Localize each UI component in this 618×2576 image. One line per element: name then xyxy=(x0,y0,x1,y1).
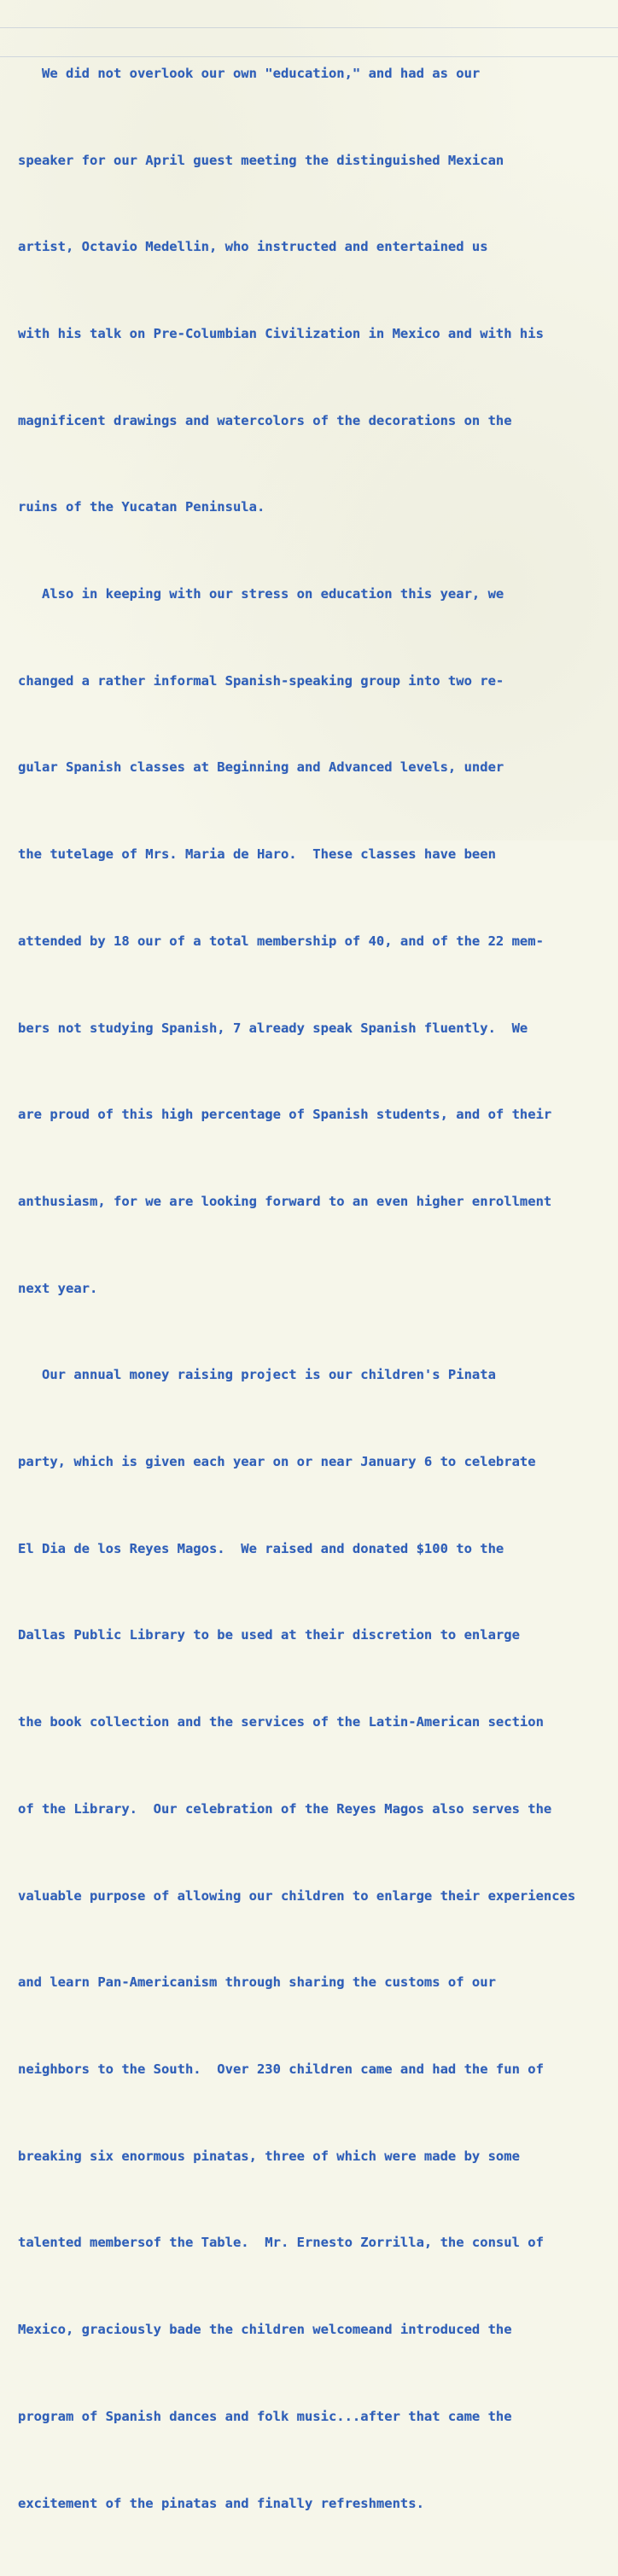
typed-text-body xyxy=(18,2,615,2576)
text-line: neighbors to the South. Over 230 children came and had the fun of xyxy=(18,2061,544,2077)
text-line: El Dia de los Reyes Magos. We raised and donated $100 to the xyxy=(18,1540,504,1556)
text-line: Dallas Public Library to be used at their discretion to enlarge xyxy=(18,1627,520,1643)
text-line: and learn Pan-Americanism through sharing the customs of our xyxy=(18,1974,496,1991)
text-line: are proud of this high percentage of Spanish students, and of their xyxy=(18,1107,552,1123)
text-line: party, which is given each year on or near January 6 to celebrate xyxy=(18,1454,536,1470)
text-line: gular Spanish classes at Beginning and Advanced levels, under xyxy=(18,759,504,776)
text-line: attended by 18 our of a total membership of 40, and of the 22 mem- xyxy=(18,933,544,949)
text-line: the tutelage of Mrs. Maria de Haro. These classes have been xyxy=(18,846,496,863)
text-line: talented membersof the Table. Mr. Ernesto Zorrilla, the consul of xyxy=(18,2235,544,2251)
text-line: changed a rather informal Spanish-speaking group into two re- xyxy=(18,672,504,689)
text-line: ruins of the Yucatan Peninsula. xyxy=(18,499,265,515)
text-line: with his talk on Pre-Columbian Civilization in Mexico and with his xyxy=(18,325,544,341)
text-line: bers not studying Spanish, 7 already speak Spanish fluently. We xyxy=(18,1020,528,1036)
text-line: artist, Octavio Medellin, who instructed and entertained us xyxy=(18,239,488,255)
text-line: of the Library. Our celebration of the Reyes Magos also serves the xyxy=(18,1800,552,1817)
text-line: speaker for our April guest meeting the distinguished Mexican xyxy=(18,152,504,168)
text-line: Also in keeping with our stress on education this year, we xyxy=(18,586,504,602)
text-line: magnificent drawings and watercolors of the decorations on the xyxy=(18,412,512,428)
text-line: breaking six enormous pinatas, three of which were made by some xyxy=(18,2148,520,2164)
text-line: excitement of the pinatas and finally refreshments. xyxy=(18,2495,424,2511)
text-line: Our annual money raising project is our children's Pinata xyxy=(18,1367,496,1383)
text-line: anthusiasm, for we are looking forward to an even higher enrollment xyxy=(18,1193,552,1209)
text-line: We did not overlook our own "education," and had as our xyxy=(18,65,481,81)
text-line: Mexico, graciously bade the children welcomeand introduced the xyxy=(18,2322,512,2338)
text-line: valuable purpose of allowing our children to enlarge their experiences xyxy=(18,1887,576,1904)
text-line: the book collection and the services of the Latin-American section xyxy=(18,1714,544,1730)
text-line: program of Spanish dances and folk music...after that came the xyxy=(18,2408,512,2424)
text-line: next year. xyxy=(18,1280,98,1296)
